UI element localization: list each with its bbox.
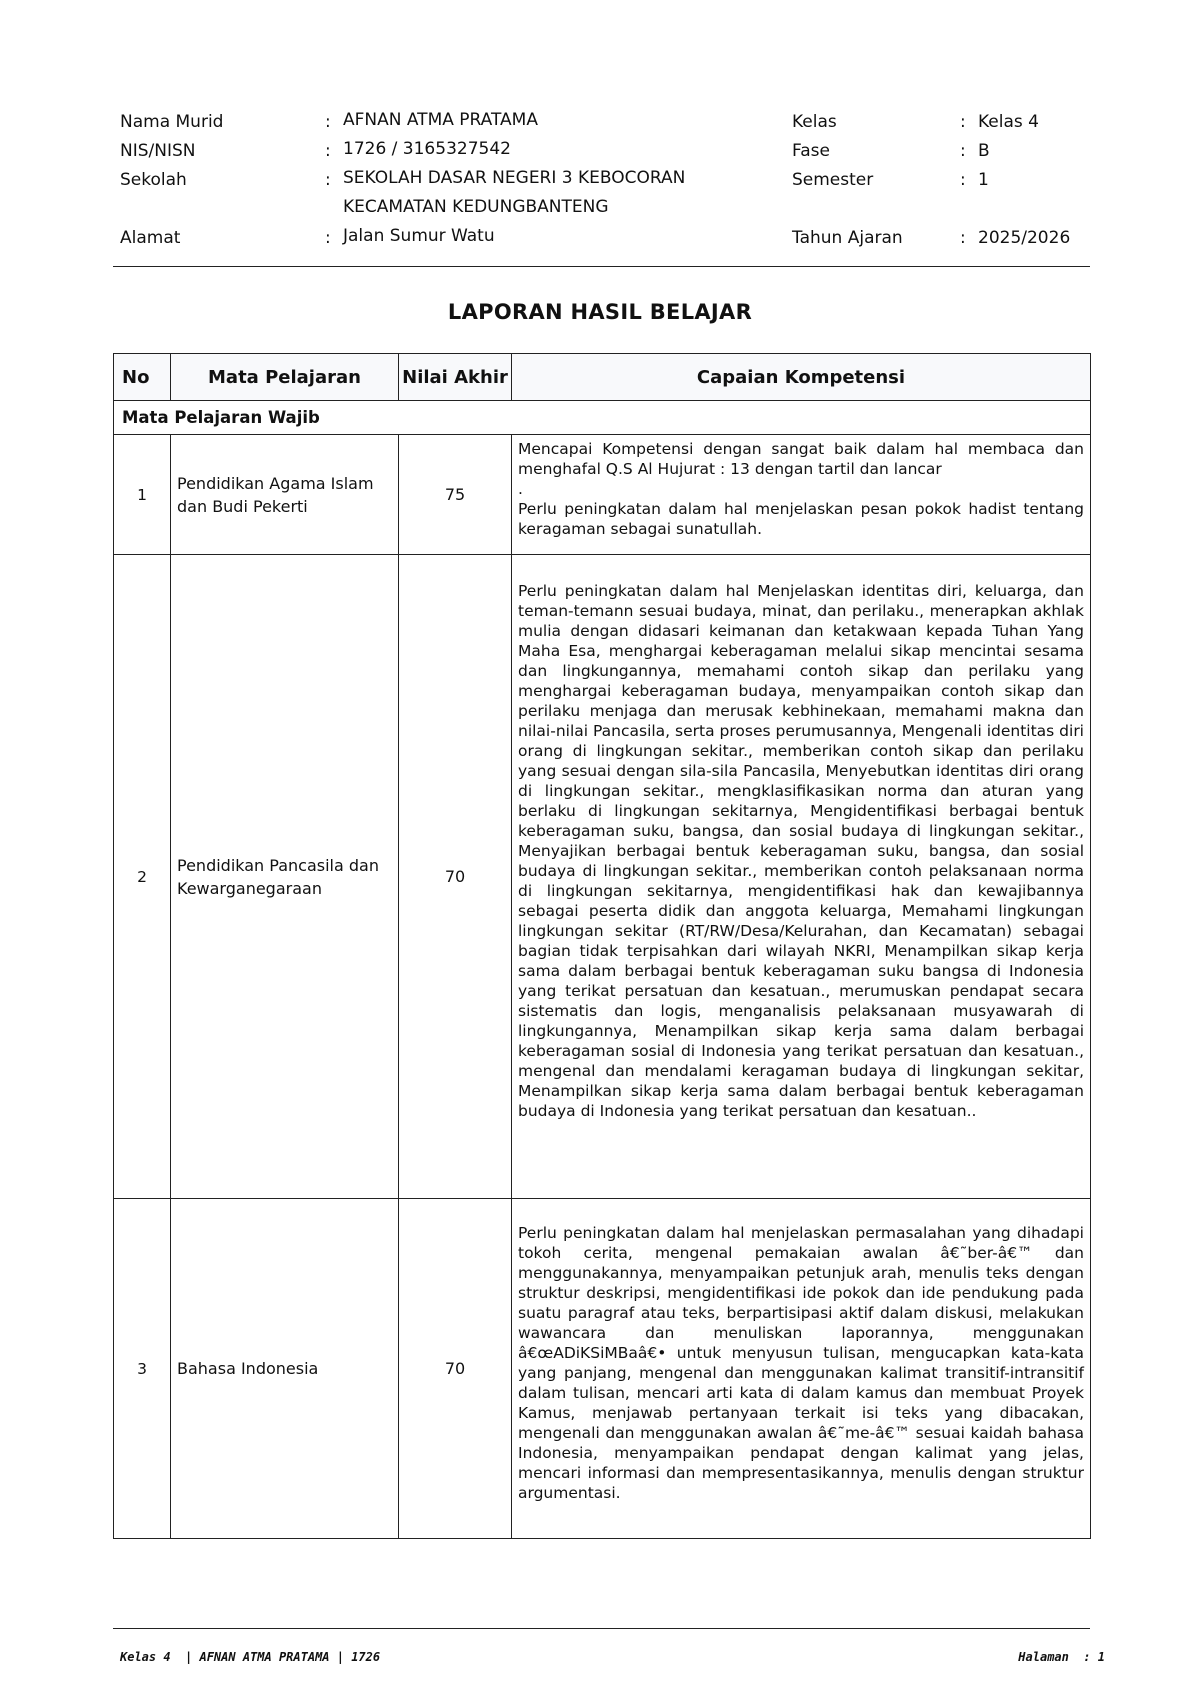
semester-value: 1 <box>978 170 989 190</box>
table-header-row <box>114 354 1091 401</box>
header-competency: Capaian Kompetensi <box>512 354 1091 401</box>
table-row <box>114 435 1091 555</box>
colon: : <box>960 170 966 190</box>
phase-value: B <box>978 141 990 161</box>
competency-text <box>512 555 1091 1199</box>
table-row <box>114 555 1091 1199</box>
phase-label: Fase <box>792 141 830 161</box>
competency-text <box>512 1199 1091 1539</box>
competency-paragraph: . <box>518 480 523 498</box>
grades-table <box>113 353 1091 1539</box>
year-value: 2025/2026 <box>978 228 1071 248</box>
subject-name: Pendidikan Agama Islam dan Budi Pekerti <box>171 435 399 555</box>
name-label: Nama Murid <box>120 112 224 132</box>
footer-divider <box>113 1628 1090 1629</box>
nis-label: NIS/NISN <box>120 141 196 161</box>
colon: : <box>325 112 331 132</box>
school-value <box>343 164 743 222</box>
header-no: No <box>114 354 171 401</box>
semester-label: Semester <box>792 170 874 190</box>
footer-student: Kelas 4 | AFNAN ATMA PRATAMA | 1726 <box>120 1650 381 1664</box>
class-label: Kelas <box>792 112 837 132</box>
student-name: AFNAN ATMA PRATAMA <box>343 110 538 130</box>
competency-paragraph: Perlu peningkatan dalam hal menjelaskan permasalahan yang dihadapi tokoh cerita, mengenal pemakaian awalan â€˜ber-â€™ dan menggunakannya, menyampaikan petunjuk arah, menulis teks dengan struktur deskripsi, mengidentifikasi ide pokok dan ide pendukung pada suatu paragraf atau teks, berpartisipasi aktif dalam diskusi, melakukan wawancara dan menuliskan laporannya, menggunakan â€œADiKSiMBaâ€• untuk menyusun tulisan, mengucapkan kata-kata yang panjang, mengenal dan menggunakan kalimat transitif-intransitif dalam tulisan, mencari arti kata di dalam kamus dan membuat Proyek Kamus, menjawab pertanyaan terkait isi teks yang dibacakan, mengenali dan menggunakan awalan â€˜me-â€™ sesuai kaidah bahasa Indonesia, menyampaikan pendapat dengan kalimat yang jelas, mencari informasi dan mempresentasikannya, menulis dengan struktur argumentasi. <box>518 1224 1084 1502</box>
colon: : <box>960 228 966 248</box>
address-label: Alamat <box>120 228 181 248</box>
class-value: Kelas 4 <box>978 112 1039 132</box>
colon: : <box>325 141 331 161</box>
final-score: 70 <box>399 555 512 1199</box>
competency-text <box>512 435 1091 555</box>
competency-paragraph: Perlu peningkatan dalam hal Menjelaskan identitas diri, keluarga, dan teman-temann sesuai budaya, minat, dan perilaku., menerapkan akhlak mulia dengan didasari keimanan dan ketakwaan kepada Tuhan Yang Maha Esa, menghargai keberagaman melalui sikap mencintai sesama dan lingkungannya, memahami contoh sikap dan perilaku yang menghargai keberagaman budaya, menyampaikan contoh sikap dan perilaku menjaga dan merusak kebhinekaan, memahami makna dan nilai-nilai Pancasila, serta proses perumusannya, Mengenali identitas diri orang di lingkungan sekitar., memberikan contoh sikap dan perilaku yang sesuai dengan sila-sila Pancasila, Menyebutkan identitas diri orang di lingkungan sekitar., mengklasifikasikan norma dan aturan yang berlaku di lingkungan sekitarnya, Mengidentifikasi berbagai bentuk keberagaman suku, bangsa, dan sosial budaya di lingkungan sekitar., Menyajikan berbagai bentuk keberagaman suku, bangsa, dan sosial budaya di lingkungan sekitar., memberikan contoh pelaksanaan norma di lingkungan sekitarnya, mengidentifikasi hak dan kewajibannya sebagai peserta didik dan anggota keluarga, Memahami lingkungan lingkungan sekitar (RT/RW/Desa/Kelurahan, dan Kecamatan) sebagai bagian tidak terpisahkan dari wilayah NKRI, Menampilkan sikap kerja sama dalam berbagai bentuk keberagaman suku bangsa di Indonesia yang terikat persatuan dan kesatuan., merumuskan pendapat secara sistematis dan logis, menganalisis pelaksanaan musyawarah di lingkungannya, Menampilkan sikap kerja sama dalam berbagai keberagaman sosial di Indonesia yang terikat persatuan dan kesatuan., mengenal dan mendalami keragaman budaya di lingkungan sekitar, Menampilkan sikap kerja sama dalam berbagai bentuk keberagaman budaya di Indonesia yang terikat persatuan dan kesatuan.. <box>518 582 1084 1120</box>
section-title: Mata Pelajaran Wajib <box>114 401 1091 435</box>
nis-value: 1726 / 3165327542 <box>343 139 511 159</box>
colon: : <box>325 170 331 190</box>
final-score: 70 <box>399 1199 512 1539</box>
subject-name: Bahasa Indonesia <box>171 1199 399 1539</box>
row-number: 1 <box>114 435 171 555</box>
header-score: Nilai Akhir <box>399 354 512 401</box>
final-score: 75 <box>399 435 512 555</box>
section-row <box>114 401 1091 435</box>
colon: : <box>960 112 966 132</box>
colon: : <box>960 141 966 161</box>
subject-name: Pendidikan Pancasila dan Kewarganegaraan <box>171 555 399 1199</box>
header-divider <box>113 266 1090 267</box>
colon: : <box>325 228 331 248</box>
row-number: 3 <box>114 1199 171 1539</box>
school-label: Sekolah <box>120 170 187 190</box>
school-line-2: KECAMATAN KEDUNGBANTENG <box>343 197 609 217</box>
report-title: LAPORAN HASIL BELAJAR <box>447 300 753 324</box>
header-subject: Mata Pelajaran <box>171 354 399 401</box>
competency-paragraph: Mencapai Kompetensi dengan sangat baik dalam hal membaca dan menghafal Q.S Al Hujurat : 13 dengan tartil dan lancar <box>518 440 1084 478</box>
address-value: Jalan Sumur Watu <box>343 226 495 246</box>
school-line-1: SEKOLAH DASAR NEGERI 3 KEBOCORAN <box>343 168 686 188</box>
year-label: Tahun Ajaran <box>792 228 903 248</box>
row-number: 2 <box>114 555 171 1199</box>
footer-page: Halaman : 1 <box>1018 1650 1105 1664</box>
student-info <box>120 112 1090 257</box>
table-row <box>114 1199 1091 1539</box>
competency-paragraph: Perlu peningkatan dalam hal menjelaskan pesan pokok hadist tentang keragaman sebagai sunatullah. <box>518 500 1084 538</box>
